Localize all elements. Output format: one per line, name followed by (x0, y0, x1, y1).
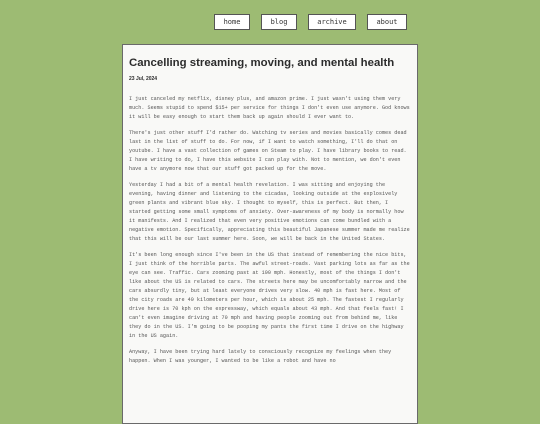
post-paragraph: Yesterday I had a bit of a mental health revelation. I was sitting and enjoying the evening, having dinner and listening to the cicadas, looking outside at the explosively green plants and vibrant blue sky. I thought to myself, this is perfect. But then, I started getting some small symptoms of anxiety. Over-awareness of my body is normally how it manifests. And I realized that even very positive emotions can come bundled with a negative emotion. Specifically, appreciating this beautiful Japanese summer made me realize that this will be our last summer here. Soon, we will be back in the United States. (129, 182, 410, 242)
nav-about-button[interactable]: about (367, 14, 407, 30)
top-nav (0, 14, 540, 32)
post-title: Cancelling streaming, moving, and mental health (129, 57, 395, 69)
nav-home-button[interactable]: home (214, 14, 250, 30)
post-paragraph: Anyway, I have been trying hard lately to consciously recognize my feelings when they happen. When I was younger, I wanted to be like a robot and have no (129, 349, 392, 364)
nav-archive-button[interactable]: archive (308, 14, 356, 30)
post-paragraph: I just canceled my netflix, disney plus, and amazon prime. I just wasn't using them very much. Seems stupid to spend $15+ per service for things I don't even use anymore. God knows it will be easy enough to start them back up again should I ever want to. (129, 96, 410, 120)
post-paragraph: There's just other stuff I'd rather do. Watching tv series and movies basically comes dead last in the list of stuff to do. For now, if I want to watch something, I'll do that on youtube. I have a vast collection of games on Steam to play. I have library books to read. I have writing to do, I have this website I can play with. Not to mention, we don't even have a tv anymore now that our stuff got packed up for the move. (129, 130, 407, 172)
nav-blog-button[interactable]: blog (261, 14, 297, 30)
post-body (129, 95, 411, 366)
post-date: 23 Jul, 2024 (129, 76, 158, 82)
post-card (122, 44, 418, 424)
post-paragraph: It's been long enough since I've been in the US that instead of remembering the nice bits, I just think of the horrible parts. The awful street-roads. Vast parking lots as far as the eye can see. Traffic. Cars zooming past at 100 mph. Honestly, most of the things I don't like about the US is related to cars. The streets here may be uncomfortably narrow and the cars absurdly tiny, but at least everyone drives very slow. 40 mph is fast here. Most of the city roads are 40 kilometers per hour, which is about 25 mph. The fastest I regularly drive here is 70 kph on the expressway, which equals about 43 mph. And that feels fast! I can't even imagine driving at 70 mph and having people zooming out from behind me, like they do in the US. I'm going to be pooping my pants the first time I drive on the highway in the US again. (129, 252, 410, 339)
